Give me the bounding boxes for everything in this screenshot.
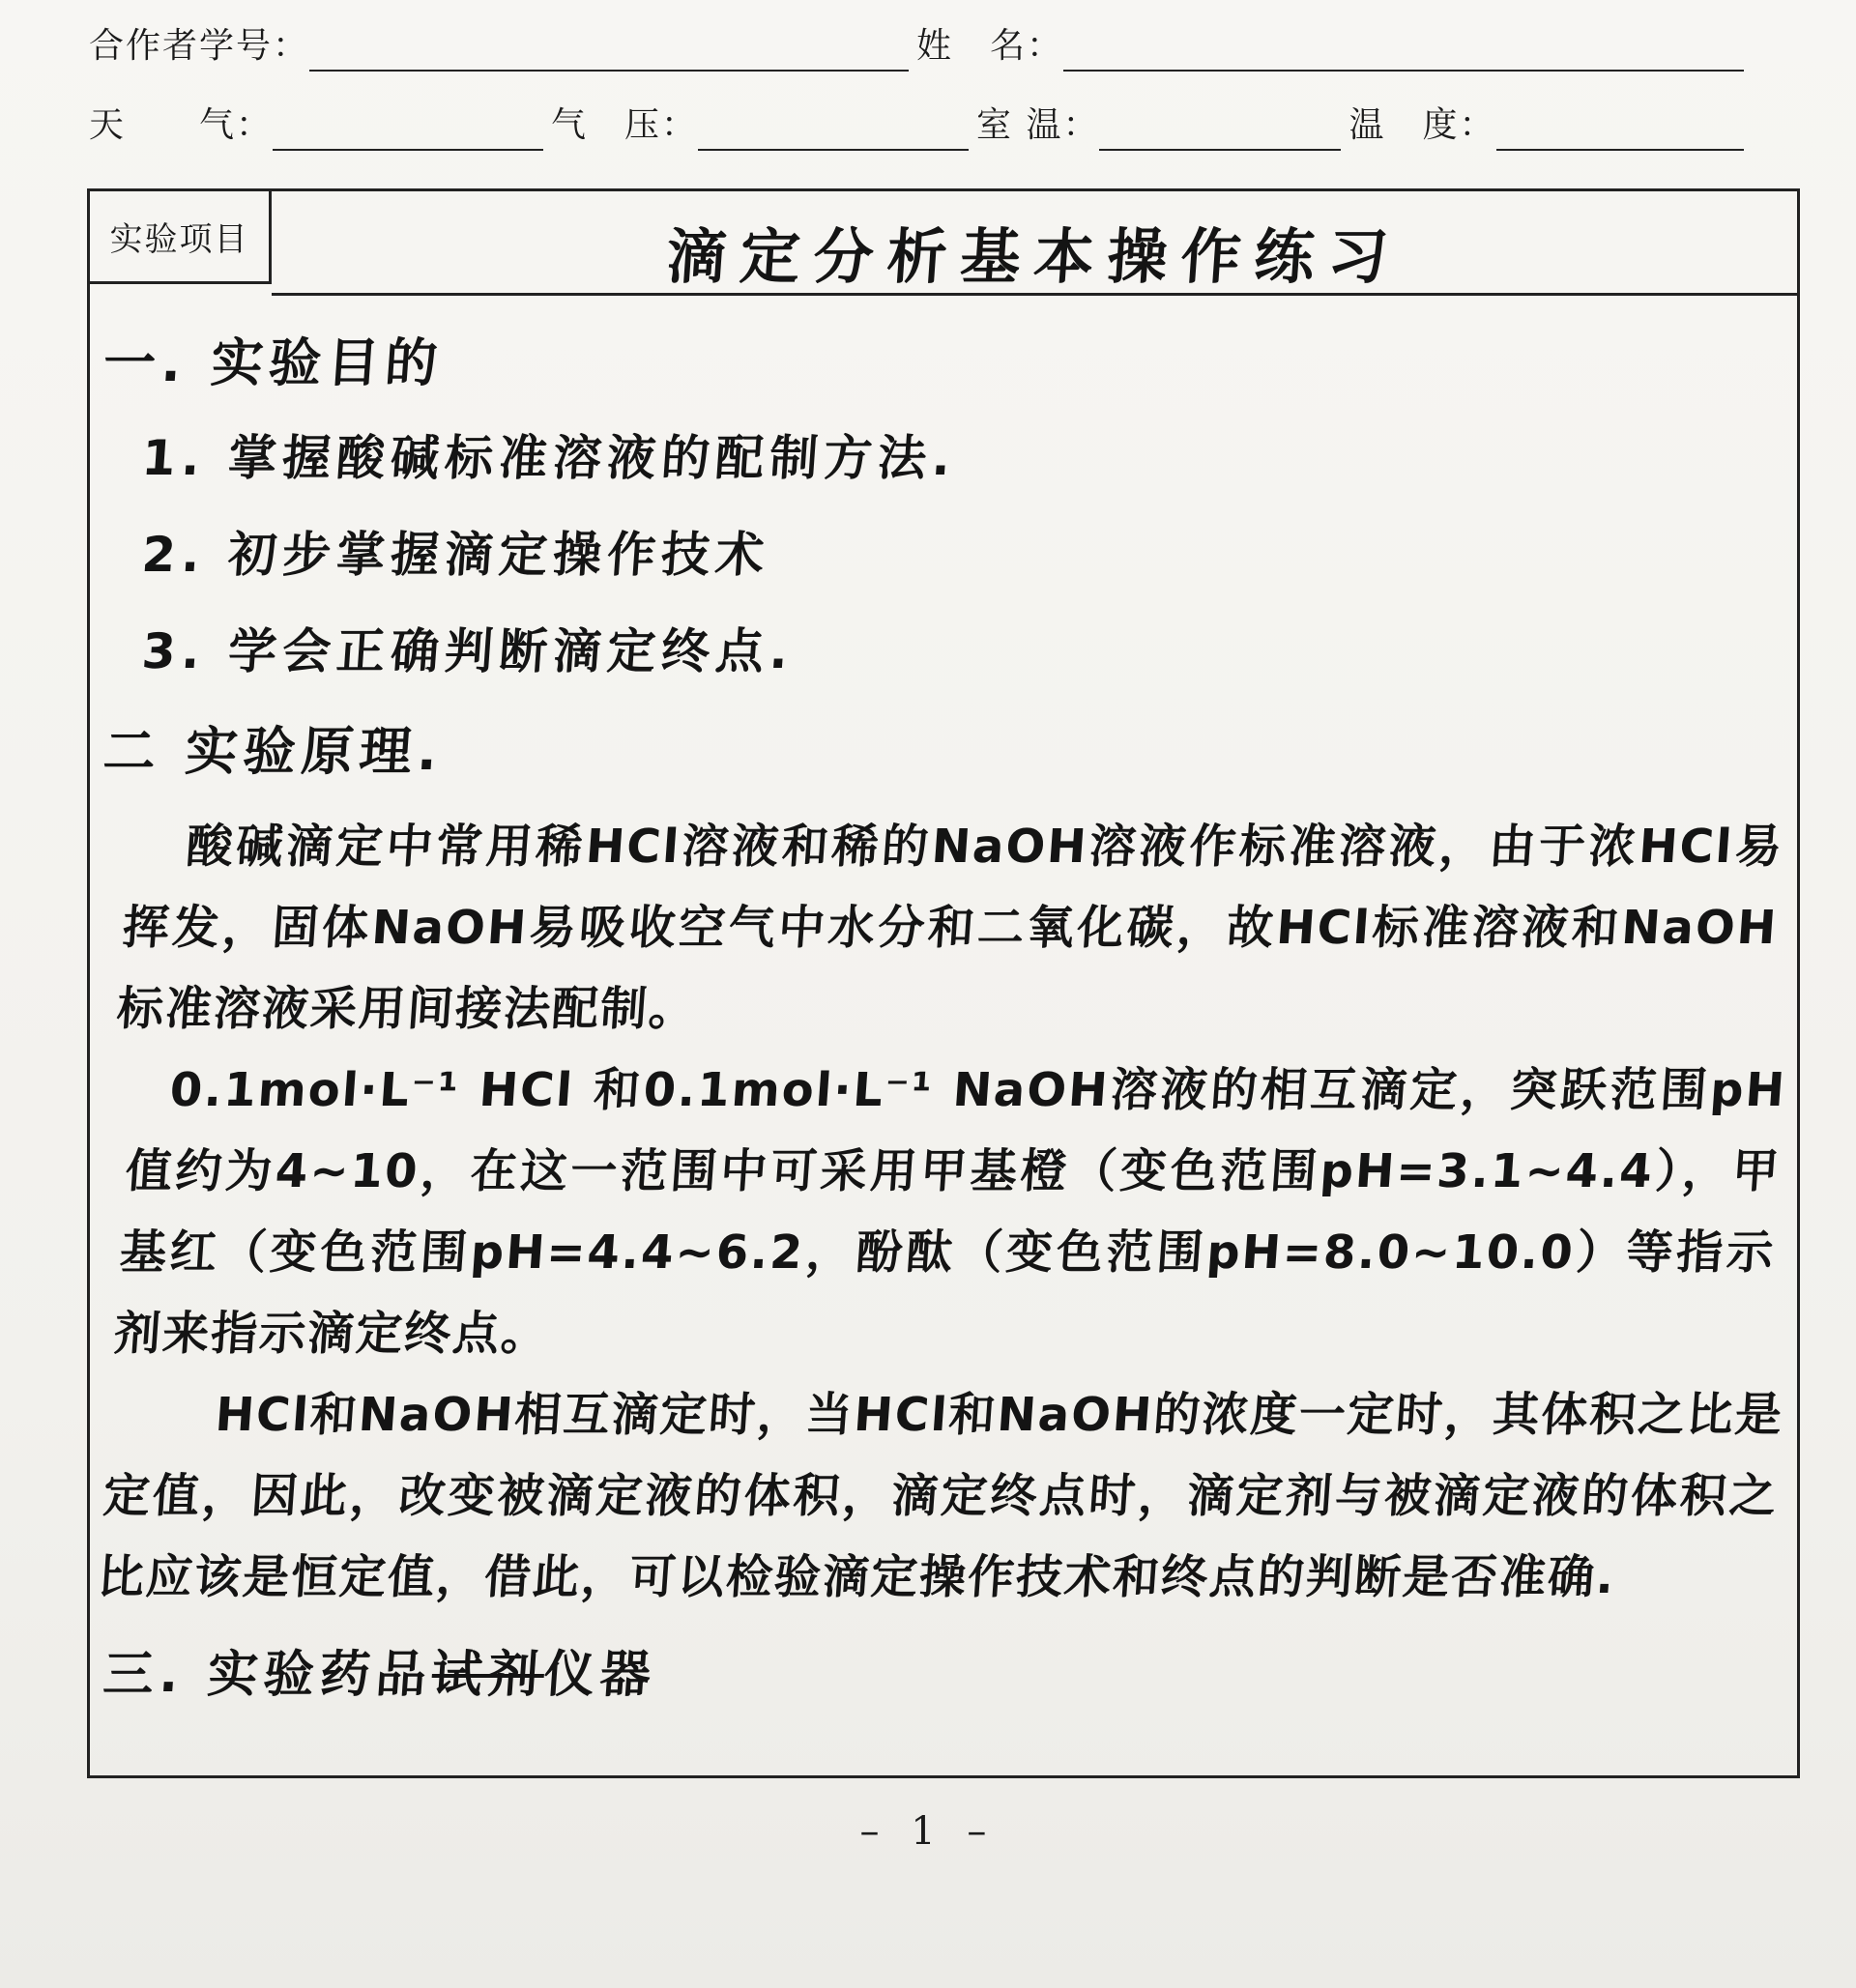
room-temp-field[interactable] (1099, 110, 1341, 151)
temperature-label: 温 度： (1348, 105, 1496, 145)
project-label: 实验项目 (90, 191, 272, 284)
header-row-partner (89, 17, 1752, 72)
section-principle-heading: 二 实验原理. (101, 721, 446, 782)
temperature-field[interactable] (1496, 110, 1745, 151)
project-title-cell (272, 191, 1797, 296)
report-content (96, 317, 1788, 1718)
project-title: 滴定分析基本操作练习 (664, 221, 1405, 292)
purpose-item-2: 2. 初步掌握滴定操作技术 (139, 527, 772, 583)
section-purpose-heading: 一. 实验目的 (101, 332, 446, 393)
principle-paragraph-3: HCl和NaOH相互滴定时，当HCl和NaOH的浓度一定时，其体积之比是定值，因此，改变被滴定液的体积，滴定终点时，滴定剂与被滴定液的体积之比应该是恒定值，借此，可以检验滴定操作技术和终点的判断是否准确. (96, 1388, 1785, 1604)
principle-paragraph-1: 酸碱滴定中常用稀HCl溶液和稀的NaOH溶液作标准溶液，由于浓HCl易挥发，固体NaOH易吸收空气中水分和二氧化碳，故HCl标准溶液和NaOH标准溶液采用间接法配制。 (115, 820, 1785, 1036)
name-label: 姓 名： (916, 26, 1064, 66)
page-number: – 1 – (859, 1809, 997, 1854)
materials-heading-prefix: 三. 实验药品 (101, 1646, 434, 1704)
report-frame (87, 188, 1800, 1778)
pressure-label: 气 压： (551, 105, 699, 145)
weather-field[interactable] (273, 110, 543, 151)
pressure-field[interactable] (698, 110, 969, 151)
room-temp-label: 室 温： (976, 105, 1100, 145)
principle-paragraph-2: 0.1mol·L⁻¹ HCl 和0.1mol·L⁻¹ NaOH溶液的相互滴定，突跃范围pH值约为4~10，在这一范围中可采用甲基橙（变色范围pH=3.1~4.4），甲基红（变色范围pH=4.4~6.2，酚酞（变色范围pH=8.0~10.0）等指示剂来指示滴定终点。 (112, 1063, 1788, 1361)
materials-heading-suffix: 仪器 (541, 1646, 658, 1704)
section-materials-heading (101, 1631, 1781, 1718)
header-row-conditions (89, 97, 1752, 151)
weather-label: 天 气： (89, 105, 274, 145)
partner-id-field[interactable] (309, 31, 909, 72)
materials-heading-struck: 试剂 (429, 1646, 546, 1704)
purpose-item-3: 3. 学会正确判断滴定终点. (139, 623, 797, 679)
purpose-item-1: 1. 掌握酸碱标准溶液的配制方法. (139, 430, 959, 486)
partner-id-label: 合作者学号： (89, 26, 310, 66)
name-field[interactable] (1063, 31, 1744, 72)
